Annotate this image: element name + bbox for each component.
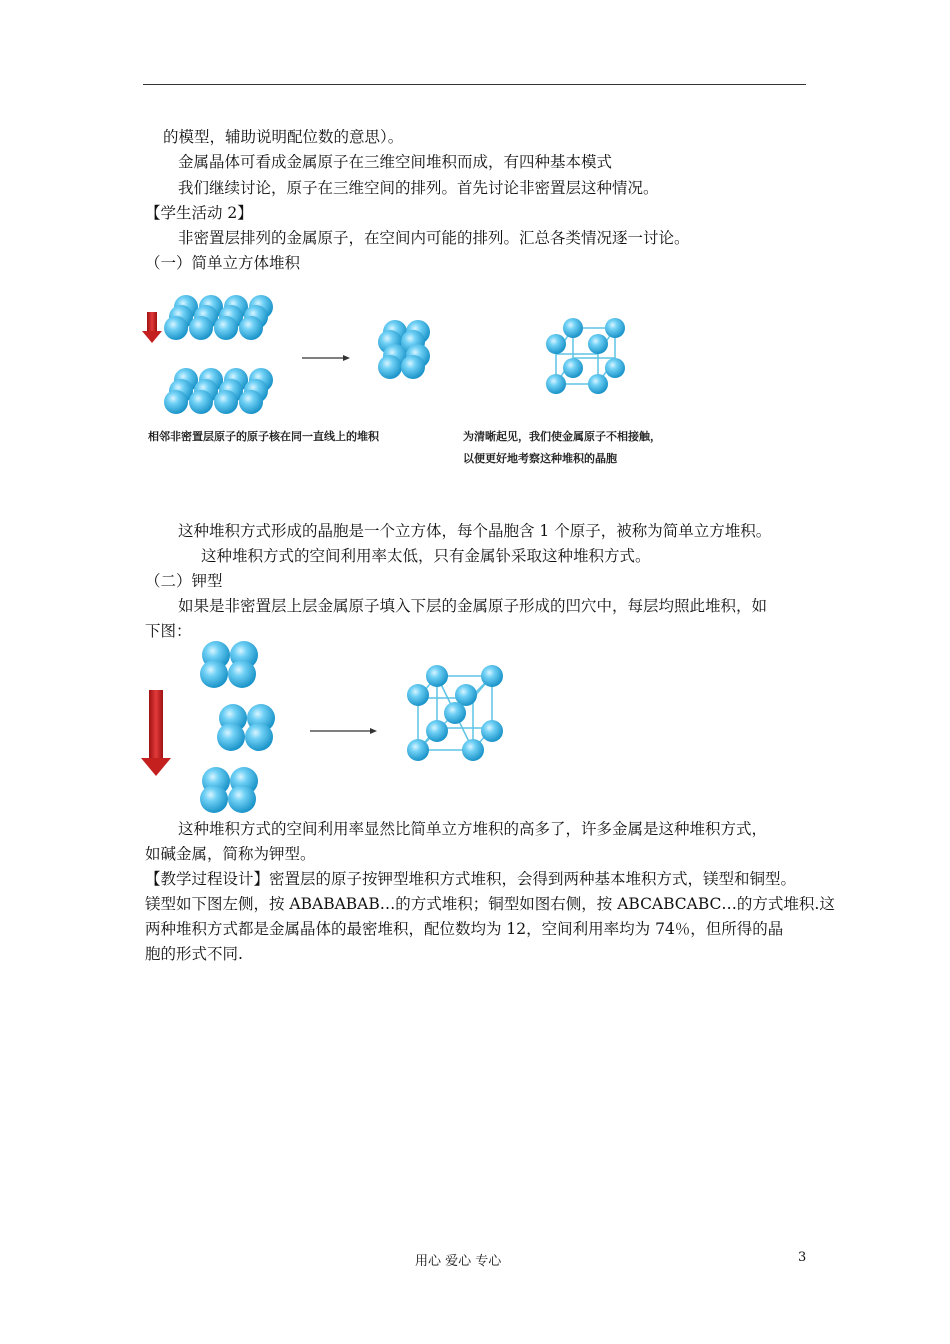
subsection-heading: （一）简单立方体堆积 — [145, 254, 301, 272]
text-line: 这种堆积方式的空间利用率太低，只有金属钋采取这种堆积方式。 — [201, 547, 651, 565]
text-line: 这种堆积方式的空间利用率显然比简单立方堆积的高多了，许多金属是这种堆积方式， — [178, 820, 768, 838]
text-line: 如果是非密置层上层金属原子填入下层的金属原子形成的凹穴中，每层均照此堆积，如 — [178, 597, 768, 615]
unit-cell-bcc — [407, 665, 503, 761]
text-line: 这种堆积方式形成的晶胞是一个立方体，每个晶胞含 1 个原子，被称为简单立方堆积。 — [178, 522, 772, 540]
section-heading: 【教学过程设计】密置层的原子按钾型堆积方式堆积，会得到两种基本堆积方式，镁型和铜型。 — [145, 870, 797, 888]
unit-cell-simple-cubic — [546, 318, 625, 394]
figure-caption: 以便更好地考察这种堆积的晶胞 — [463, 452, 617, 465]
red-down-arrow-1 — [142, 312, 162, 343]
section-heading: 【学生活动 2】 — [145, 204, 253, 222]
atom-layer-bottom — [164, 368, 273, 414]
atom-layer-c — [200, 767, 258, 813]
arrow-right-2 — [310, 728, 377, 734]
text-line: 两种堆积方式都是金属晶体的最密堆积，配位数均为 12，空间利用率均为 74％，但所得的晶 — [145, 920, 784, 938]
atom-layer-a — [200, 641, 258, 688]
figure-caption: 为清晰起见，我们使金属原子不相接触， — [463, 430, 661, 443]
text-line: 胞的形式不同. — [145, 945, 243, 963]
text-line: 金属晶体可看成金属原子在三维空间堆积而成，有四种基本模式 — [178, 153, 613, 171]
text-line: 的模型，辅助说明配位数的意思）。 — [163, 128, 404, 146]
red-down-arrow-2 — [141, 690, 171, 776]
page-number: 3 — [798, 1250, 807, 1265]
text-line: 我们继续讨论，原子在三维空间的排列。首先讨论非密置层这种情况。 — [178, 179, 659, 197]
arrow-right-1 — [302, 355, 350, 361]
text-line: 镁型如下图左侧，按 ABABABAB…的方式堆积；铜型如图右侧，按 ABCABCABC…的方式堆积.这 — [145, 895, 835, 913]
atom-cluster-cubic — [378, 320, 430, 379]
footer-text: 用心 爱心 专心 — [415, 1254, 502, 1269]
text-line: 下图： — [145, 622, 192, 640]
text-line: 如碱金属，简称为钾型。 — [145, 845, 316, 863]
text-line: 非密置层排列的金属原子，在空间内可能的排列。汇总各类情况逐一讨论。 — [178, 229, 690, 247]
subsection-heading: （二）钾型 — [145, 572, 223, 590]
atom-layer-top — [164, 295, 273, 340]
atom-layer-b — [217, 704, 275, 751]
figure-caption: 相邻非密置层原子的原子核在同一直线上的堆积 — [148, 430, 379, 443]
